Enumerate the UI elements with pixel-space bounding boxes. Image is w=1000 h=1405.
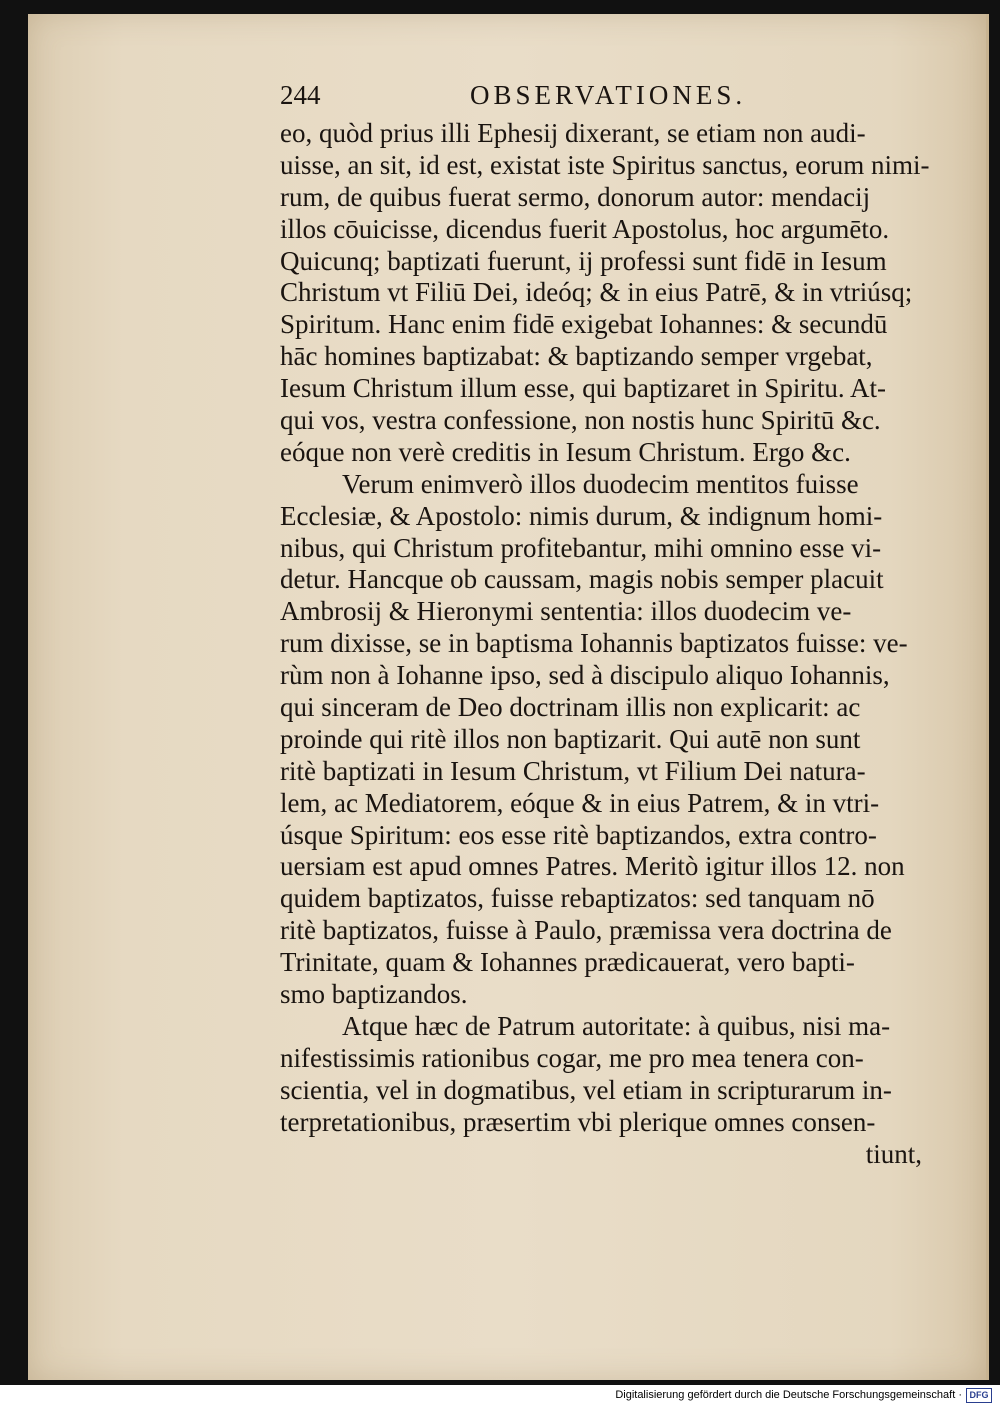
text-line: qui sinceram de Deo doctrinam illis non explicarit: ac	[280, 692, 861, 723]
text-line: Spiritum. Hanc enim fidē exigebat Iohannes: & secundū	[280, 309, 888, 340]
text-line: eo, quòd prius illi Ephesij dixerant, se etiam non audi-	[280, 118, 866, 148]
text-line: hāc homines baptizabat: & baptizando semper vrgebat,	[280, 341, 873, 372]
funding-credit: Digitalisierung gefördert durch die Deutsche Forschungsgemeinschaft ·	[615, 1389, 962, 1401]
text-line: Ambrosij & Hieronymi sententia: illos duodecim ve-	[280, 596, 852, 627]
text-line: rùm non à Iohanne ipso, sed à discipulo aliquo Iohannis,	[280, 660, 890, 691]
text-line: smo baptizandos.	[280, 979, 468, 1010]
running-head: OBSERVATIONES.	[470, 80, 747, 110]
text-line: Trinitate, quam & Iohannes prædicauerat, vero bapti-	[280, 947, 855, 978]
text-line: uisse, an sit, id est, existat iste Spiritus sanctus, eorum nimi-	[280, 149, 930, 180]
text-line: qui vos, vestra confessione, non nostis hunc Spiritū &c.	[280, 405, 881, 436]
text-line: Quicunq; baptizati fuerunt, ij professi sunt fidē in Iesum	[280, 245, 887, 276]
page-number: 244	[280, 80, 321, 110]
text-line: nifestissimis rationibus cogar, me pro mea tenera con-	[280, 1042, 864, 1073]
dfg-logo: DFG	[966, 1388, 992, 1403]
text-line: Iesum Christum illum esse, qui baptizaret in Spiritu. At-	[280, 373, 886, 404]
text-line: detur. Hancque ob caussam, magis nobis semper placuit	[280, 564, 884, 595]
page-header	[280, 80, 780, 114]
catchword: tiunt,	[865, 1138, 922, 1169]
digitization-footer	[0, 1385, 1000, 1405]
text-line: ritè baptizati in Iesum Christum, vt Filium Dei natura-	[280, 755, 866, 786]
text-line: rum, de quibus fuerat sermo, donorum autor: mendacij	[280, 181, 871, 212]
text-line: ritè baptizatos, fuisse à Paulo, præmissa vera doctrina de	[280, 915, 892, 946]
text-line: úsque Spiritum: eos esse ritè baptizandos, extra contro-	[280, 819, 877, 850]
text-line: lem, ac Mediatorem, eóque & in eius Patrem, & in vtri-	[280, 787, 880, 818]
paragraph-start-line: Atque hæc de Patrum autoritate: à quibus, nisi ma-	[342, 1010, 891, 1041]
text-line: Christum vt Filiū Dei, ideóq; & in eius Patrē, & in vtriúsq;	[280, 277, 913, 308]
text-line: eóque non verè creditis in Iesum Christum. Ergo &c.	[280, 436, 851, 467]
text-line: uersiam est apud omnes Patres. Meritò igitur illos 12. non	[280, 851, 905, 882]
paragraph-start-line: Verum enimverò illos duodecim mentitos fuisse	[342, 468, 859, 499]
text-line: scientia, vel in dogmatibus, vel etiam in scripturarum in-	[280, 1074, 892, 1105]
text-line: proinde qui ritè illos non baptizarit. Qui autē non sunt	[280, 723, 861, 754]
text-line: rum dixisse, se in baptisma Iohannis baptizatos fuisse: ve-	[280, 628, 908, 659]
text-line: nibus, qui Christum profitebantur, mihi omnino esse vi-	[280, 532, 882, 563]
text-line: Ecclesiæ, & Apostolo: nimis durum, & indignum homi-	[280, 500, 883, 531]
text-line: illos cōuicisse, dicendus fuerit Apostolus, hoc argumēto.	[280, 213, 890, 244]
text-line: terpretationibus, præsertim vbi plerique omnes consen-	[280, 1106, 876, 1137]
body-text	[280, 118, 960, 1170]
text-line: quidem baptizatos, fuisse rebaptizatos: sed tanquam nō	[280, 883, 875, 914]
